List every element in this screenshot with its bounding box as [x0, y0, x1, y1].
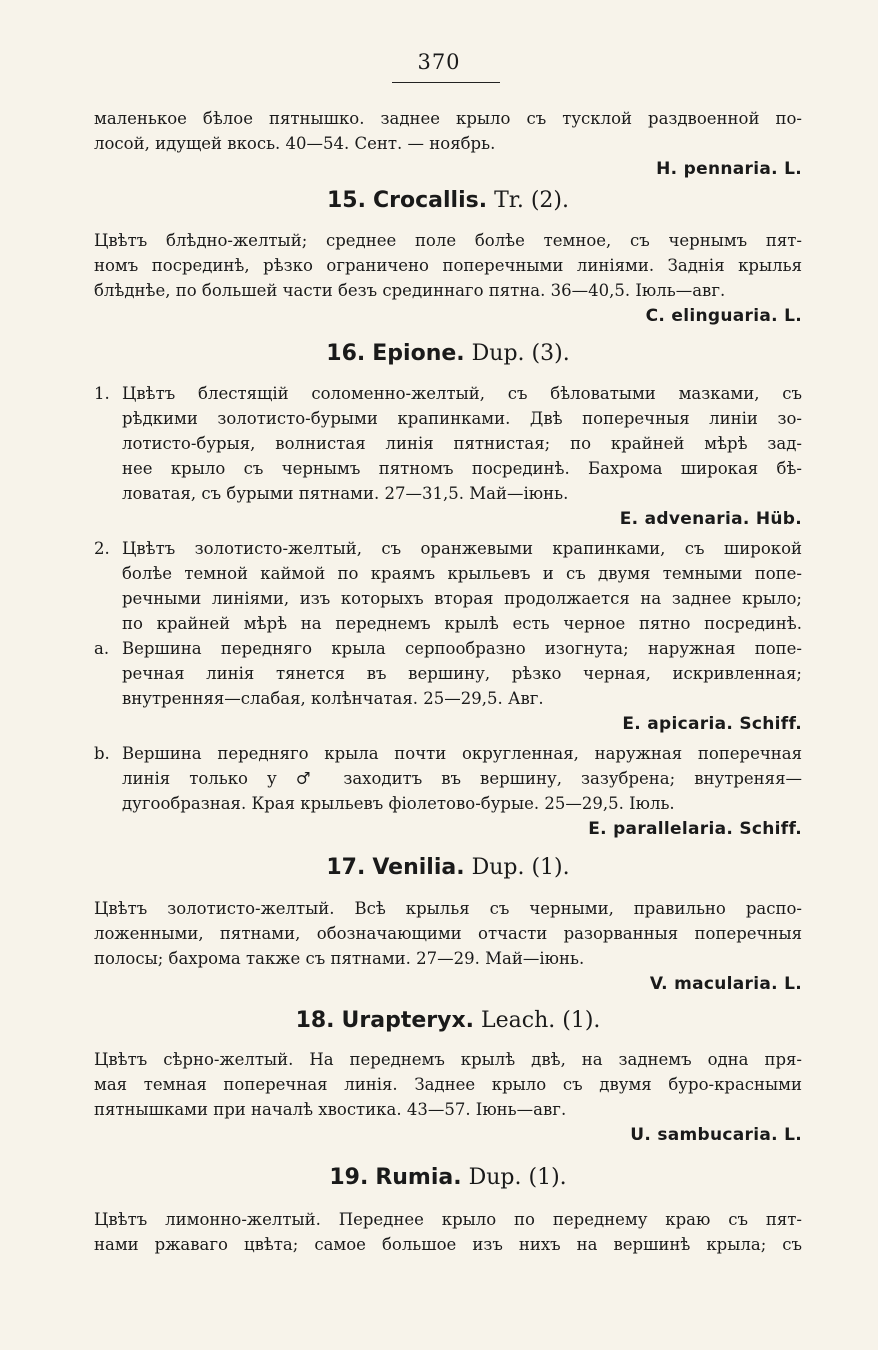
- genus-description-15: Цвѣтъ блѣдно-желтый; среднее поле болѣе темное, съ чернымъ пят- номъ посрединѣ, рѣзко ограничено поперечными линіями. Заднія крылья блѣднѣе, по большей части безъ срединнаго пятна. 36—40,5. Іюль—авг. C. elinguaria. L.: [94, 228, 802, 329]
- genus-heading-16: 16. Epione. Dup. (3).: [326, 341, 570, 366]
- epione-item-1: 1. Цвѣтъ блестящій соломенно-желтый, съ бѣловатыми мазками, съ рѣдкими золотисто-бурыми крапинками. Двѣ поперечныя линіи зо- лотисто-бурыя, волнистая линія пятнистая; по крайней мѣрѣ зад- нее крыло съ чернымъ пятномъ посрединѣ. Бахрома широкая бѣ- ловатая, съ бурыми пятнами. 27—31,5. Май—іюнь. E. advenaria. Hüb.: [94, 381, 802, 532]
- species-name: V. macularia. L.: [649, 974, 802, 994]
- genus-heading-19: 19. Rumia. Dup. (1).: [329, 1165, 567, 1190]
- species-name: E. apicaria. Schiff.: [622, 714, 802, 734]
- continuation-block: [94, 106, 802, 182]
- genus-heading-17: 17. Venilia. Dup. (1).: [326, 855, 570, 880]
- genus-heading-15: 15. Crocallis. Tr. (2).: [327, 188, 569, 213]
- epione-item-2b: b. Вершина передняго крыла почти округленная, наружная поперечная линія только у ♂ заходитъ въ вершину, зазубрена; внутреняя— дугообразная. Края крыльевъ фіолетово-бурые. 25—29,5. Іюль. E. parallelaria. Schiff.: [94, 741, 802, 842]
- page-number-rule: [392, 82, 500, 83]
- genus-description-18: Цвѣтъ сѣрно-желтый. На переднемъ крылѣ двѣ, на заднемъ одна пря- мая темная поперечная линія. Заднее крыло съ двумя буро-красными пятнышками при началѣ хвостика. 43—57. Іюнь—авг. U. sambucaria. L.: [94, 1047, 802, 1148]
- species-name: U. sambucaria. L.: [630, 1125, 802, 1145]
- epione-item-2: 2. Цвѣтъ золотисто-желтый, съ оранжевыми крапинками, съ широкой болѣе темной каймой по краямъ крыльевъ и съ двумя темными попе- речными линіями, изъ которыхъ вторая продолжается на заднее крыло; по крайней мѣрѣ на переднемъ крылѣ есть черное пятно посрединѣ. a. Вершина передняго крыла серпообразно изогнута; наружная попе- речная линія тянется въ вершину, рѣзко черная, искривленная; внутренняя—слабая, колѣнчатая. 25—29,5. Авг. E. apicaria. Schiff.: [94, 536, 802, 737]
- species-name: C. elinguaria. L.: [645, 306, 802, 326]
- epione-item-2a: a. Вершина передняго крыла серпообразно изогнута; наружная попе- речная линія тянется въ вершину, рѣзко черная, искривленная; внутренняя—слабая, колѣнчатая. 25—29,5. Авг.: [94, 639, 802, 708]
- genus-heading-18: 18. Urapteryx. Leach. (1).: [295, 1008, 601, 1033]
- genus-description-17: Цвѣтъ золотисто-желтый. Всѣ крылья съ черными, правильно распо- ложенными, пятнами, обозначающими отчасти разорванныя поперечныя полосы; бахрома также съ пятнами. 27—29. Май—іюнь. V. macularia. L.: [94, 896, 802, 997]
- continuation-paragraph: маленькое бѣлое пятнышко. заднее крыло съ тусклой раздвоенной по- лосой, идущей вкось. 40—54. Сент. — ноябрь.: [94, 109, 802, 153]
- species-name: E. advenaria. Hüb.: [619, 509, 802, 529]
- page-number: 370: [417, 50, 461, 74]
- species-name: E. parallelaria. Schiff.: [588, 819, 802, 839]
- species-name: H. pennaria. L.: [656, 159, 802, 179]
- genus-description-19: Цвѣтъ лимонно-желтый. Переднее крыло по переднему краю съ пят- нами ржаваго цвѣта; самое большое изъ нихъ на вершинѣ крыла; съ: [94, 1210, 802, 1254]
